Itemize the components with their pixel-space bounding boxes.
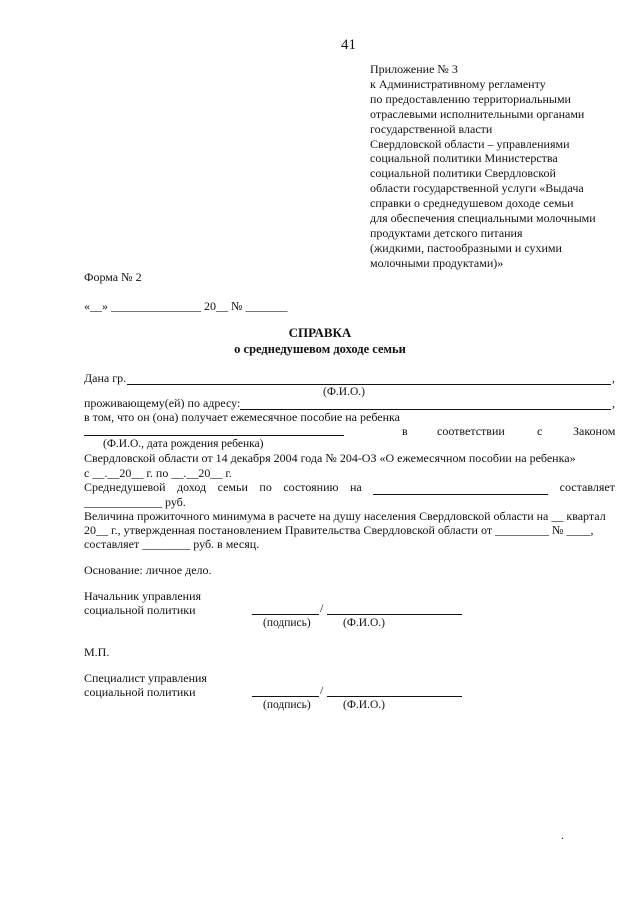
income-row [84,480,615,495]
law-reference: Свердловской области от 14 декабря 2004 года № 204-ОЗ «О ежемесячном пособии на ребенка» [84,451,576,465]
rub-line: _____________ руб. [84,495,186,509]
appendix-line: для обеспечения специальными молочными [370,211,596,226]
appendix-line: Приложение № 3 [370,62,458,76]
signature-line[interactable] [252,614,319,615]
fio-caption: (Ф.И.О.) [323,386,365,398]
income-word: на [349,480,362,494]
appendix-line: справки о среднедушевом доходе семьи [370,196,574,211]
child-caption: (Ф.И.О., дата рождения ребенка) [103,438,264,450]
income-word: состоянию [283,480,339,494]
subsistence-line: 20__ г., утвержденная постановлением Правительства Свердловской области от _________ № ____, [84,523,594,537]
signer-name-line[interactable] [327,614,462,615]
appendix-line: социальной политики Свердловской [370,166,556,181]
appendix-line: отраслевыми исполнительными органами [370,106,585,121]
appendix-line: (жидкими, пастообразными и сухими [370,240,562,255]
recipient-name-line[interactable] [127,384,611,385]
appendix-line: Свердловской области – управлениями [370,136,570,151]
signature-line[interactable] [252,696,319,697]
income-word: Среднедушевой [84,480,166,494]
appendix-header [370,62,630,271]
appendix-line: продуктами детского питания [370,225,523,240]
accordance-word: в [402,424,408,438]
child-info-line[interactable] [84,435,344,436]
appendix-line: области государственной услуги «Выдача [370,181,584,196]
appendix-line: социальной политики Министерства [370,151,558,166]
fio-caption: (Ф.И.О.) [343,699,385,711]
stamp-place: М.П. [84,645,110,659]
signer-role: Специалист управления [84,671,207,685]
page-number: 41 [341,37,356,53]
appendix-line: государственной власти [370,121,493,136]
given-to-label: Дана гр. [84,371,127,385]
comma: , [612,371,615,385]
basis-text: Основание: личное дело. [84,563,212,577]
accordance-word: с [537,424,543,438]
signature-caption: (подпись) [263,617,311,629]
slash: / [320,601,324,615]
address-label: проживающему(ей) по адресу: [84,396,241,410]
signer-role: Начальник управления [84,589,202,603]
signer-role: социальной политики [84,685,196,699]
appendix-line: к Административному регламенту [370,76,546,91]
subsistence-line: Величина прожиточного минимума в расчете на душу населения Свердловской области на __ квартал [84,509,606,523]
period-line: с __.__20__ г. по __.__20__ г. [84,466,232,480]
income-amount-word: составляет [559,480,615,494]
income-word: по [259,480,272,494]
allowance-text: в том, что он (она) получает ежемесячное пособие на ребенка [84,410,401,424]
signer-name-line[interactable] [327,696,462,697]
income-date-line[interactable] [373,482,548,495]
appendix-line: молочными продуктами)» [370,255,504,270]
document-title: СПРАВКА [288,325,352,340]
footer-dot: . [561,828,564,842]
slash: / [320,683,324,697]
appendix-line: по предоставлению территориальными [370,91,571,106]
fio-caption: (Ф.И.О.) [343,617,385,629]
income-word: доход [177,480,207,494]
document-subtitle: о среднедушевом доходе семьи [234,342,406,356]
accordance-word: Законом [573,424,616,438]
signer-role: социальной политики [84,603,196,617]
accordance-word: соответствии [437,424,505,438]
signature-caption: (подпись) [263,699,311,711]
comma: , [612,396,615,410]
income-word: семьи [217,480,248,494]
subsistence-line: составляет ________ руб. в месяц. [84,537,260,551]
form-number: Форма № 2 [84,270,142,284]
date-number-line: «__» _______________ 20__ № _______ [84,299,288,313]
